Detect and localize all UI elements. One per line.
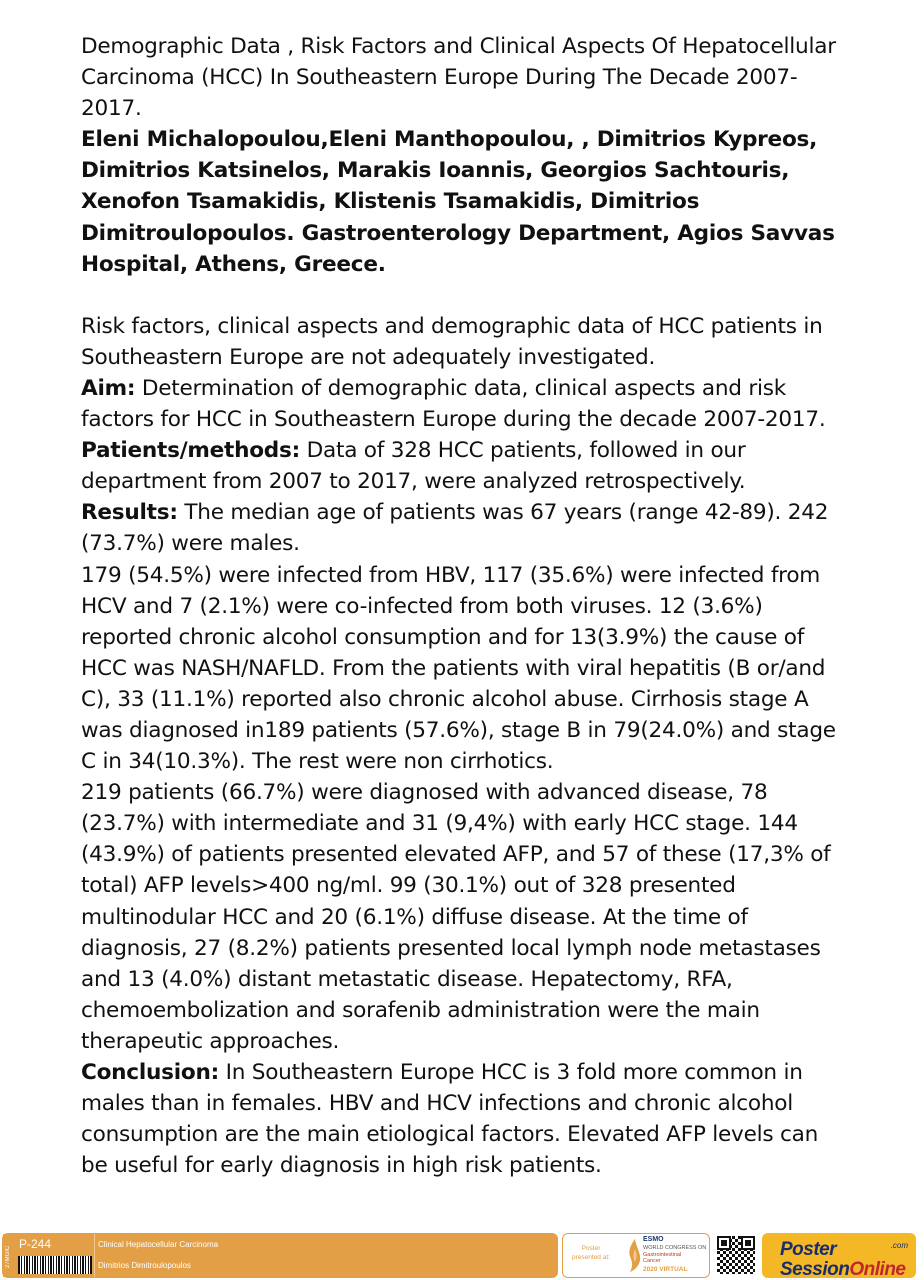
qr-code-icon[interactable] — [717, 1236, 755, 1274]
poster-id: P-244 — [19, 1237, 52, 1251]
event-line-2: Gastrointestinal — [643, 1251, 682, 1258]
poster-title: Clinical Hepatocellular Carcinoma — [98, 1240, 219, 1249]
event-logo-box[interactable] — [562, 1233, 710, 1278]
brand-online: Online — [849, 1259, 906, 1280]
presented-label: Poster presented at: — [572, 1245, 610, 1261]
poster-author: Dimitrios Dimitroulopoulos — [98, 1261, 191, 1270]
vertical-code: 27MGIC — [5, 1245, 11, 1269]
poster-id-box — [3, 1234, 95, 1277]
event-line-3: Cancer — [643, 1258, 661, 1264]
event-line-1: WORLD CONGRESS ON — [643, 1245, 707, 1251]
brand-com: .com — [890, 1241, 908, 1250]
results-paragraph — [81, 497, 846, 559]
intro-paragraph: Risk factors, clinical aspects and demographic data of HCC patients in Southeastern Europe are not adequately investigated. — [81, 313, 823, 370]
barcode-icon — [18, 1256, 92, 1274]
postersessiononline-logo[interactable] — [762, 1233, 916, 1278]
conclusion-text: In Southeastern Europe HCC is 3 fold more common in males than in females. HBV and HCV infections and chronic alcohol consumption are the main etiological factors. Elevated AFP levels can be useful for early diagnosis in high risk patients. — [81, 1060, 819, 1179]
results-label: Results: — [81, 500, 178, 526]
brand-wordmark — [780, 1240, 906, 1280]
event-year: 2020 VIRTUAL — [643, 1266, 688, 1273]
results-paragraph-3: 219 patients (66.7%) were diagnosed with advanced disease, 78 (23.7%) with intermediate and 31 (9,4%) with early HCC stage. 144 (43.9%) of patients presented elevated AFP, and 57 of these (17,3% of total) AFP levels>400 ng/ml. 99 (30.1%) out of 328 presented multinodular HCC and 20 (6.1%) diffuse disease. At the time of diagnosis, 27 (8.2%) patients presented local lymph node metastases and 13 (4.0%) distant metastatic disease. Hepatectomy, RFA, chemoembolization and sorafenib administration were the main therapeutic approaches. — [81, 780, 831, 1054]
poster-info-bar[interactable] — [2, 1233, 558, 1278]
brand-session: Session — [780, 1259, 850, 1280]
methods-label: Patients/methods: — [81, 438, 300, 464]
brand-poster: Poster — [780, 1239, 837, 1260]
esmo-logo: ESMO — [643, 1236, 664, 1243]
flame-logo-icon — [625, 1237, 645, 1274]
conclusion-label: Conclusion: — [81, 1060, 219, 1085]
abstract-title: Demographic Data , Risk Factors and Clinical Aspects Of Hepatocellular Carcinoma (HCC) In Southeastern Europe During The Decade 2007-2017. — [81, 34, 836, 122]
abstract-content — [81, 31, 846, 1181]
aim-text: Determination of demographic data, clinical aspects and risk factors for HCC in Southeastern Europe during the decade 2007-2017. — [81, 375, 826, 433]
spacer — [81, 280, 846, 311]
aim-paragraph — [81, 373, 846, 435]
footer-bar — [0, 1232, 924, 1280]
authors-affiliation: Eleni Michalopoulou,Eleni Manthopoulou, , Dimitrios Kypreos, Dimitrios Katsinelos, Marakis Ioannis, Georgios Sachtouris, Xenofon Tsamakidis, Klistenis Tsamakidis, Dimitrios Dimitroulopoulos. Gastroenterology Department, Agios Savvas Hospital, Athens, Greece. — [81, 127, 835, 277]
results-text: The median age of patients was 67 years (range 42-89). 242 (73.7%) were males. — [81, 500, 829, 557]
event-name — [643, 1245, 707, 1265]
methods-text: Data of 328 HCC patients, followed in our department from 2007 to 2017, were analyzed retrospectively. — [81, 438, 746, 495]
conclusion-paragraph — [81, 1057, 846, 1181]
methods-paragraph — [81, 435, 846, 497]
results-paragraph-2: 179 (54.5%) were infected from HBV, 117 (35.6%) were infected from HCV and 7 (2.1%) were co-infected from both viruses. 12 (3.6%) reported chronic alcohol consumption and for 13(3.9%) the cause of HCC was NASH/NAFLD. From the patients with viral hepatitis (B or/and C), 33 (11.1%) reported also chronic alcohol abuse. Cirrhosis stage A was diagnosed in189 patients (57.6%), stage B in 79(24.0%) and stage C in 34(10.3%). The rest were non cirrhotics. — [81, 562, 836, 775]
aim-label: Aim: — [81, 375, 136, 401]
